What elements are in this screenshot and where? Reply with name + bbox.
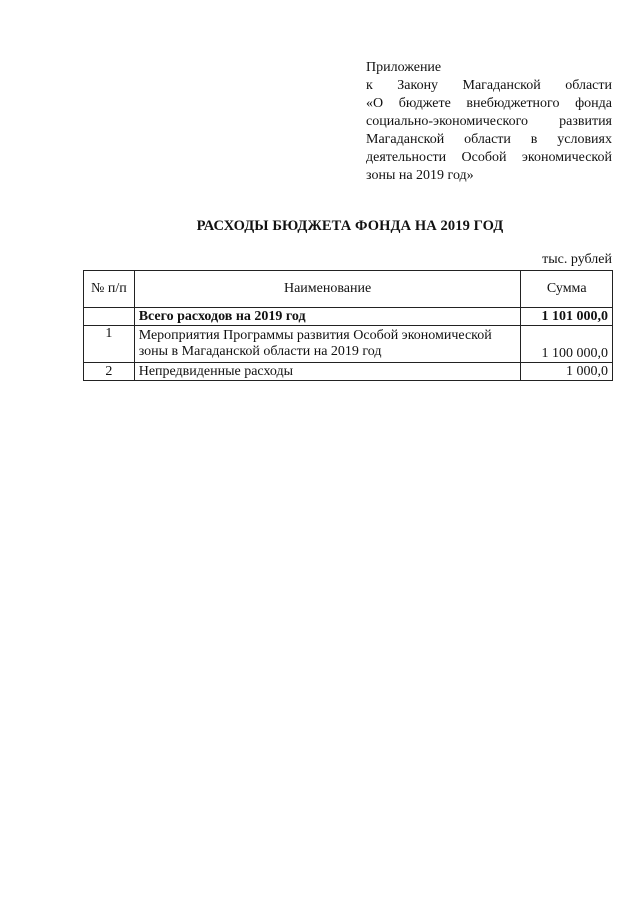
- document-title: РАСХОДЫ БЮДЖЕТА ФОНДА НА 2019 ГОД: [196, 218, 504, 234]
- appendix-line: зоны на 2019 год»: [366, 168, 474, 183]
- cell-sum: 1 000,0: [521, 363, 613, 381]
- appendix-block: [366, 59, 612, 185]
- cell-number: 2: [84, 363, 135, 381]
- cell-number: [84, 308, 135, 326]
- table-row: [84, 363, 613, 381]
- cell-number: 1: [84, 326, 135, 363]
- appendix-line: Магаданской области в условиях: [366, 132, 612, 147]
- table-row-total: [84, 308, 613, 326]
- header-number: № п/п: [84, 271, 135, 308]
- appendix-line: социально-экономического развития: [366, 114, 612, 129]
- appendix-line: к Закону Магаданской области: [366, 78, 612, 93]
- table-row: [84, 326, 613, 363]
- appendix-line: «О бюджете внебюджетного фонда: [366, 96, 612, 111]
- cell-name: Всего расходов на 2019 год: [134, 308, 521, 326]
- units-label: тыс. рублей: [542, 252, 612, 267]
- cell-name: Непредвиденные расходы: [134, 363, 521, 381]
- table-header-row: [84, 271, 613, 308]
- cell-sum: 1 101 000,0: [521, 308, 613, 326]
- expenses-table: [83, 270, 613, 381]
- cell-sum: 1 100 000,0: [521, 326, 613, 363]
- header-name: Наименование: [134, 271, 521, 308]
- cell-name: Мероприятия Программы развития Особой экономической зоны в Магаданской области на 2019 год: [134, 326, 521, 363]
- appendix-line: Приложение: [366, 60, 442, 75]
- appendix-line: деятельности Особой экономической: [366, 150, 612, 165]
- header-sum: Сумма: [521, 271, 613, 308]
